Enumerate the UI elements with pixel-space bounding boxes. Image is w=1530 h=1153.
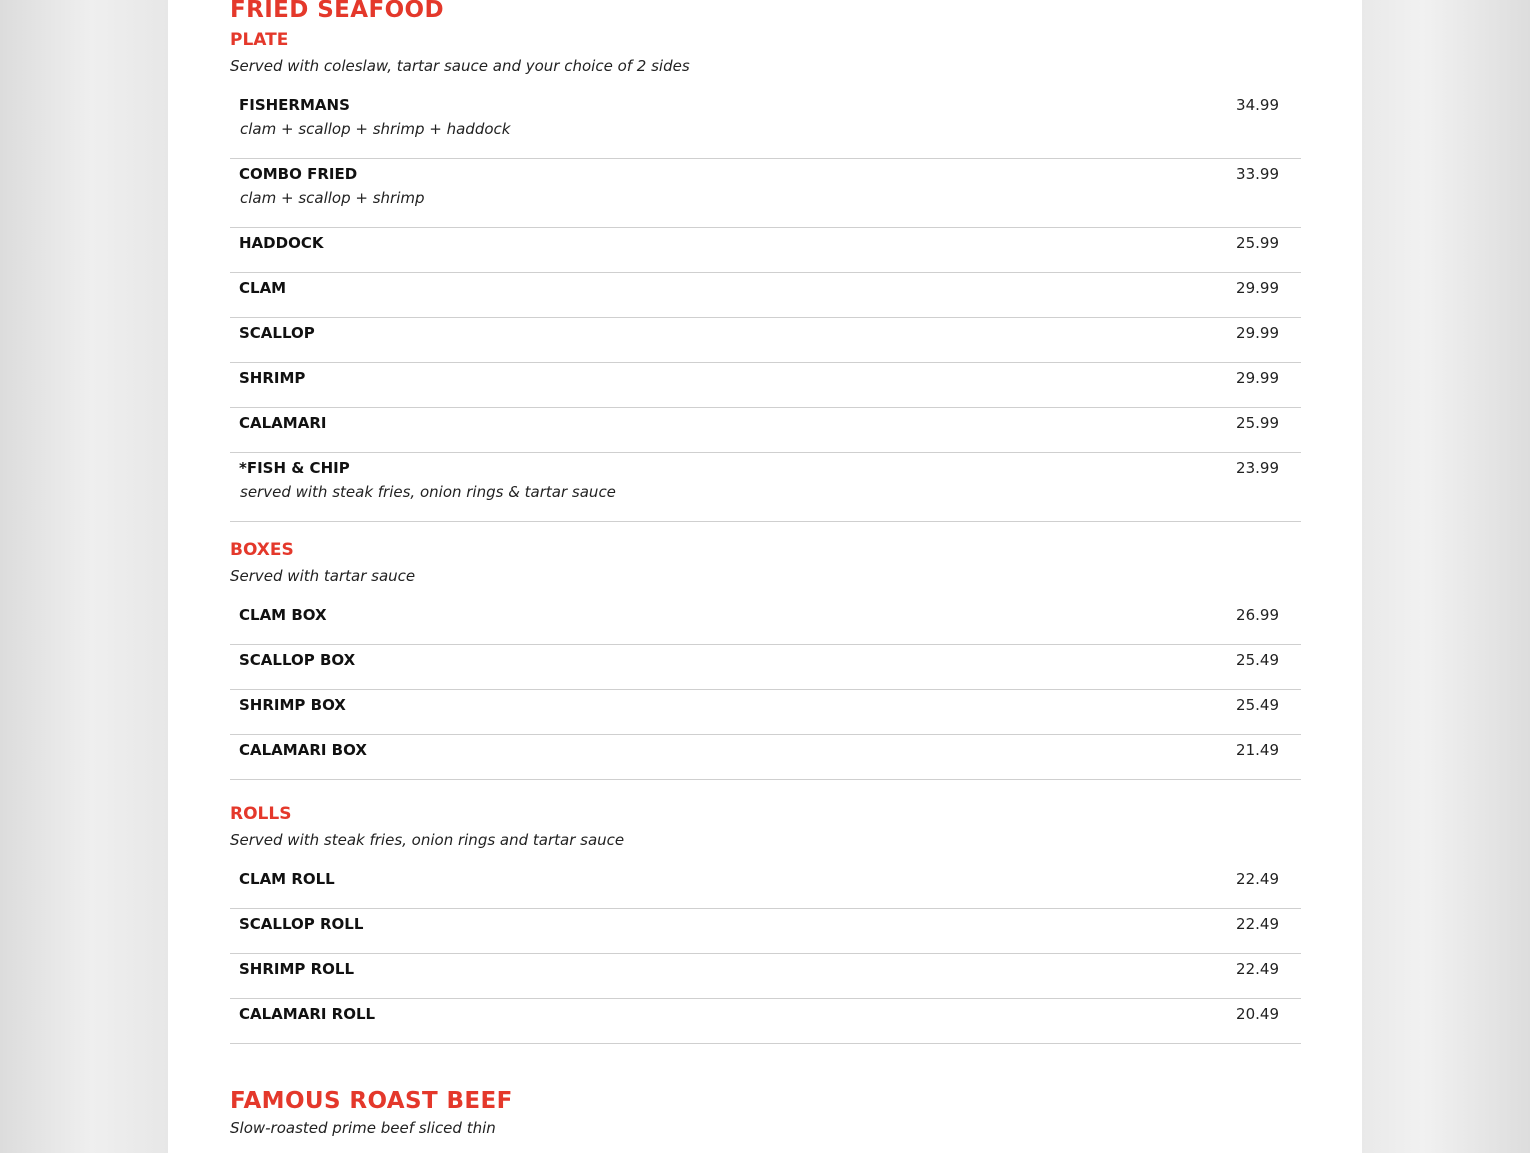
item-price: 25.99 (1236, 414, 1279, 432)
menu-item-clam-box (230, 600, 1301, 645)
item-name: COMBO FRIED (239, 165, 358, 183)
subsection-title-rolls: ROLLS (230, 804, 292, 824)
item-price: 25.99 (1236, 234, 1279, 252)
menu-item-clam-roll (230, 864, 1301, 909)
menu-item-haddock (230, 228, 1301, 273)
item-name: SCALLOP (239, 324, 315, 342)
plate-item-list (230, 90, 1301, 522)
item-name: CALAMARI ROLL (239, 1005, 376, 1023)
menu-item-calamari-roll (230, 999, 1301, 1044)
subsection-description-boxes: Served with tartar sauce (230, 567, 416, 585)
item-description: clam + scallop + shrimp (240, 189, 425, 207)
item-name: CLAM ROLL (239, 870, 335, 888)
item-name: CALAMARI (239, 414, 327, 432)
item-price: 21.49 (1236, 741, 1279, 759)
item-name: CLAM (239, 279, 287, 297)
section-title-famous-roast-beef: FAMOUS ROAST BEEF (230, 1088, 513, 1114)
item-price: 25.49 (1236, 696, 1279, 714)
item-price: 29.99 (1236, 279, 1279, 297)
item-name: CALAMARI BOX (239, 741, 367, 759)
section-description-roast-beef: Slow-roasted prime beef sliced thin (230, 1119, 496, 1137)
menu-item-clam (230, 273, 1301, 318)
rolls-item-list (230, 864, 1301, 1044)
item-name: SHRIMP BOX (239, 696, 346, 714)
menu-page (168, 0, 1362, 1153)
menu-item-shrimp (230, 363, 1301, 408)
section-title-fried-seafood: FRIED SEAFOOD (230, 0, 444, 23)
item-description: clam + scallop + shrimp + haddock (240, 120, 511, 138)
item-price: 25.49 (1236, 651, 1279, 669)
item-price: 22.49 (1236, 960, 1279, 978)
item-price: 26.99 (1236, 606, 1279, 624)
menu-item-calamari (230, 408, 1301, 453)
item-price: 29.99 (1236, 324, 1279, 342)
boxes-item-list (230, 600, 1301, 780)
menu-item-scallop-roll (230, 909, 1301, 954)
item-price: 23.99 (1236, 459, 1279, 477)
item-price: 29.99 (1236, 369, 1279, 387)
item-price: 33.99 (1236, 165, 1279, 183)
item-name: SCALLOP ROLL (239, 915, 364, 933)
menu-item-scallop (230, 318, 1301, 363)
item-name: SCALLOP BOX (239, 651, 356, 669)
menu-item-calamari-box (230, 735, 1301, 780)
subsection-title-boxes: BOXES (230, 540, 294, 560)
menu-item-fish-and-chip (230, 453, 1301, 522)
item-price: 34.99 (1236, 96, 1279, 114)
item-name: HADDOCK (239, 234, 324, 252)
item-price: 22.49 (1236, 870, 1279, 888)
item-name: SHRIMP ROLL (239, 960, 355, 978)
item-name: SHRIMP (239, 369, 306, 387)
subsection-description-rolls: Served with steak fries, onion rings and tartar sauce (230, 831, 625, 849)
menu-item-scallop-box (230, 645, 1301, 690)
menu-item-shrimp-box (230, 690, 1301, 735)
item-description: served with steak fries, onion rings & tartar sauce (240, 483, 616, 501)
item-price: 22.49 (1236, 915, 1279, 933)
item-name: *FISH & CHIP (239, 459, 350, 477)
subsection-title-plate: PLATE (230, 30, 289, 50)
item-name: FISHERMANS (239, 96, 350, 114)
menu-item-fishermans (230, 90, 1301, 159)
menu-item-shrimp-roll (230, 954, 1301, 999)
item-price: 20.49 (1236, 1005, 1279, 1023)
menu-item-combo-fried (230, 159, 1301, 228)
subsection-description-plate: Served with coleslaw, tartar sauce and your choice of 2 sides (230, 57, 690, 75)
item-name: CLAM BOX (239, 606, 327, 624)
